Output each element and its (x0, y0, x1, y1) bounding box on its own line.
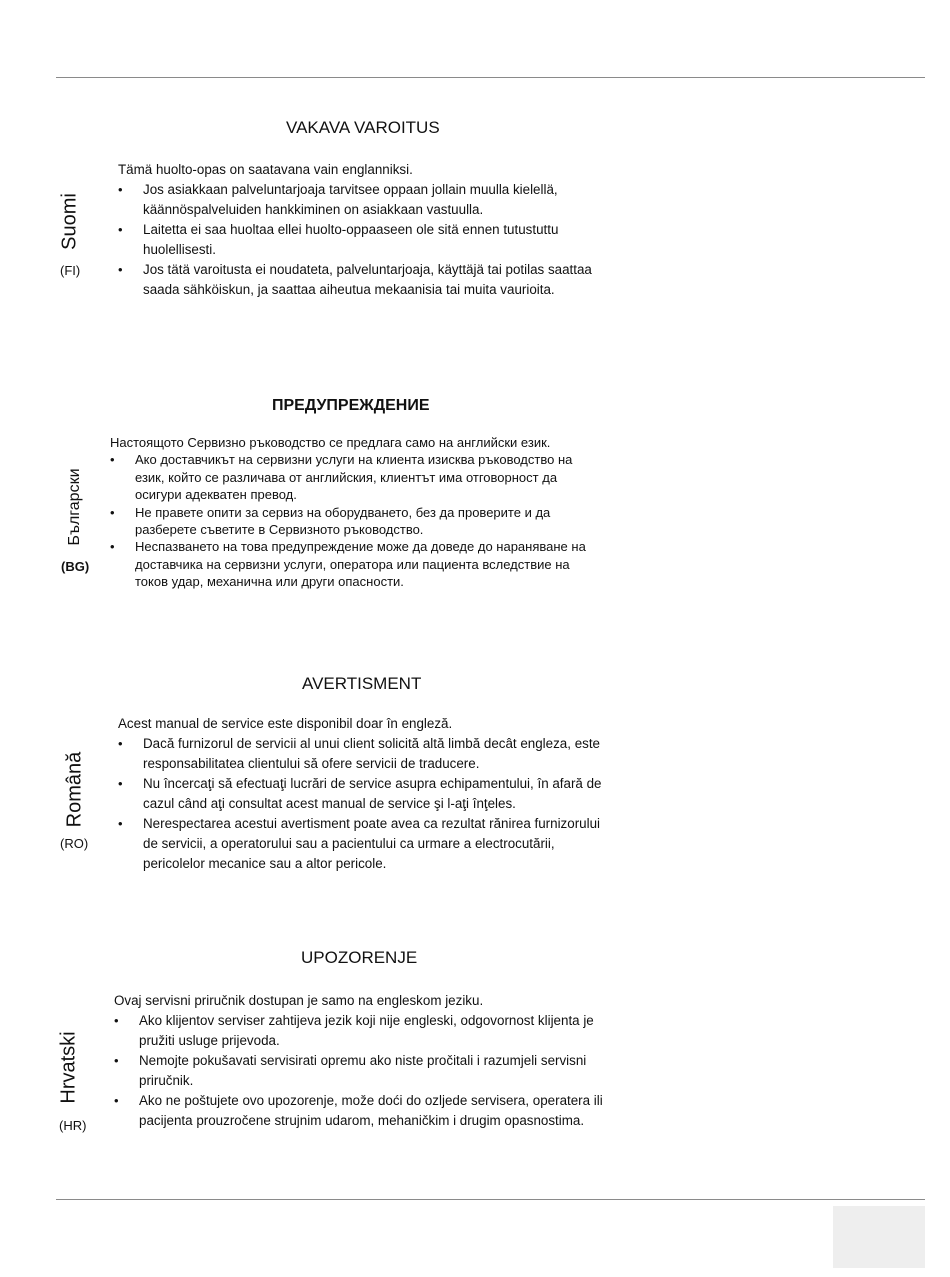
bullet-icon: • (118, 222, 123, 237)
page-number-box (833, 1206, 925, 1268)
language-code: (BG) (61, 559, 90, 574)
bullet-icon: • (118, 776, 123, 791)
list-item (118, 180, 603, 220)
intro-text: Acest manual de service este disponibil doar în engleză. (118, 716, 453, 731)
bullet-text: Не правете опити за сервиз на оборудването, без да проверите и да разберете съветите в Сервизното ръководство. (135, 504, 551, 538)
section-heading: AVERTISMENT (302, 674, 422, 693)
footer-rule (56, 1199, 925, 1200)
list-item (118, 814, 608, 874)
list-item (114, 1091, 604, 1131)
language-code: (FI) (60, 263, 81, 278)
bullet-icon: • (110, 452, 115, 468)
bullet-text: Ако доставчикът на сервизни услуги на клиента изисква ръководство на език, който се различава от английския, клиентът има отговорност да осигури адекватен превод. (135, 452, 573, 503)
section-heading: VAKAVA VAROITUS (286, 118, 440, 137)
bullet-icon: • (114, 1093, 119, 1108)
language-code: (HR) (59, 1118, 87, 1133)
bullet-icon: • (118, 736, 123, 751)
section-heading: UPOZORENJE (301, 948, 418, 967)
bullet-list (118, 734, 608, 874)
section-body (114, 991, 604, 1131)
list-item (110, 504, 600, 539)
bullet-text: Неспазването на това предупреждение може да доведе до нараняване на доставчика на сервизни услуги, оператора или пациента вследствие на токов удар, механична или други опасности. (135, 539, 586, 590)
bullet-icon: • (118, 182, 123, 197)
bullet-icon: • (110, 539, 115, 555)
bullet-icon: • (114, 1053, 119, 1068)
bullet-list (118, 180, 603, 300)
language-label: Български (66, 468, 83, 546)
bullet-text: Laitetta ei saa huoltaa ellei huolto-oppaaseen ole sitä ennen tutustuttu huolellisesti. (143, 222, 559, 257)
bullet-text: Dacă furnizorul de servicii al unui client solicită altă limbă decât engleza, este responsabilitatea clientului să ofere servicii de traducere. (143, 736, 601, 771)
language-code: (RO) (60, 836, 89, 851)
list-item (118, 220, 603, 260)
language-label: Hrvatski (57, 1031, 80, 1104)
list-item (118, 774, 608, 814)
bullet-list (114, 1011, 604, 1131)
section-body (118, 160, 603, 300)
intro-text: Настоящото Сервизно ръководство се предлага само на английски език. (110, 435, 551, 450)
bullet-text: Jos tätä varoitusta ei noudateta, palveluntarjoaja, käyttäjä tai potilas saattaa saada sähköiskun, ja saattaa aiheutua mekaanisia tai muita vaurioita. (143, 262, 592, 297)
bullet-icon: • (114, 1013, 119, 1028)
bullet-icon: • (110, 504, 115, 520)
bullet-list (110, 451, 600, 590)
list-item (110, 538, 600, 590)
section-body (118, 714, 608, 874)
list-item (118, 260, 603, 300)
language-label: Română (63, 751, 86, 828)
bullet-icon: • (118, 816, 123, 831)
intro-text: Tämä huolto-opas on saatavana vain englanniksi. (118, 162, 413, 177)
bullet-text: Nu încercaţi să efectuaţi lucrări de service asupra echipamentului, în afară de cazul când aţi consultat acest manual de service şi l-aţi înţeles. (143, 776, 602, 811)
bullet-text: Ako klijentov serviser zahtijeva jezik koji nije engleski, odgovornost klijenta je pružiti usluge prijevoda. (139, 1013, 594, 1048)
list-item (114, 1011, 604, 1051)
language-label: Suomi (58, 193, 81, 250)
bullet-text: Nerespectarea acestui avertisment poate avea ca rezultat rănirea furnizorului de servicii, a operatorului sau a pacientului ca urmare a electrocutării, pericolelor mecanice sau a altor pericole. (143, 816, 601, 871)
intro-text: Ovaj servisni priručnik dostupan je samo na engleskom jeziku. (114, 993, 484, 1008)
list-item (110, 451, 600, 503)
section-heading: ПРЕДУПРЕЖДЕНИЕ (272, 397, 430, 414)
list-item (114, 1051, 604, 1091)
bullet-icon: • (118, 262, 123, 277)
bullet-text: Ako ne poštujete ovo upozorenje, može doći do ozljede servisera, operatera ili pacijenta prouzročene strujnim udarom, mehaničkim i drugim opasnostima. (139, 1093, 603, 1128)
section-body (110, 434, 600, 591)
header-rule (56, 77, 925, 78)
list-item (118, 734, 608, 774)
bullet-text: Jos asiakkaan palveluntarjoaja tarvitsee oppaan jollain muulla kielellä, käännöspalveluiden hankkiminen on asiakkaan vastuulla. (143, 182, 558, 217)
bullet-text: Nemojte pokušavati servisirati opremu ako niste pročitali i razumjeli servisni priručnik. (139, 1053, 587, 1088)
